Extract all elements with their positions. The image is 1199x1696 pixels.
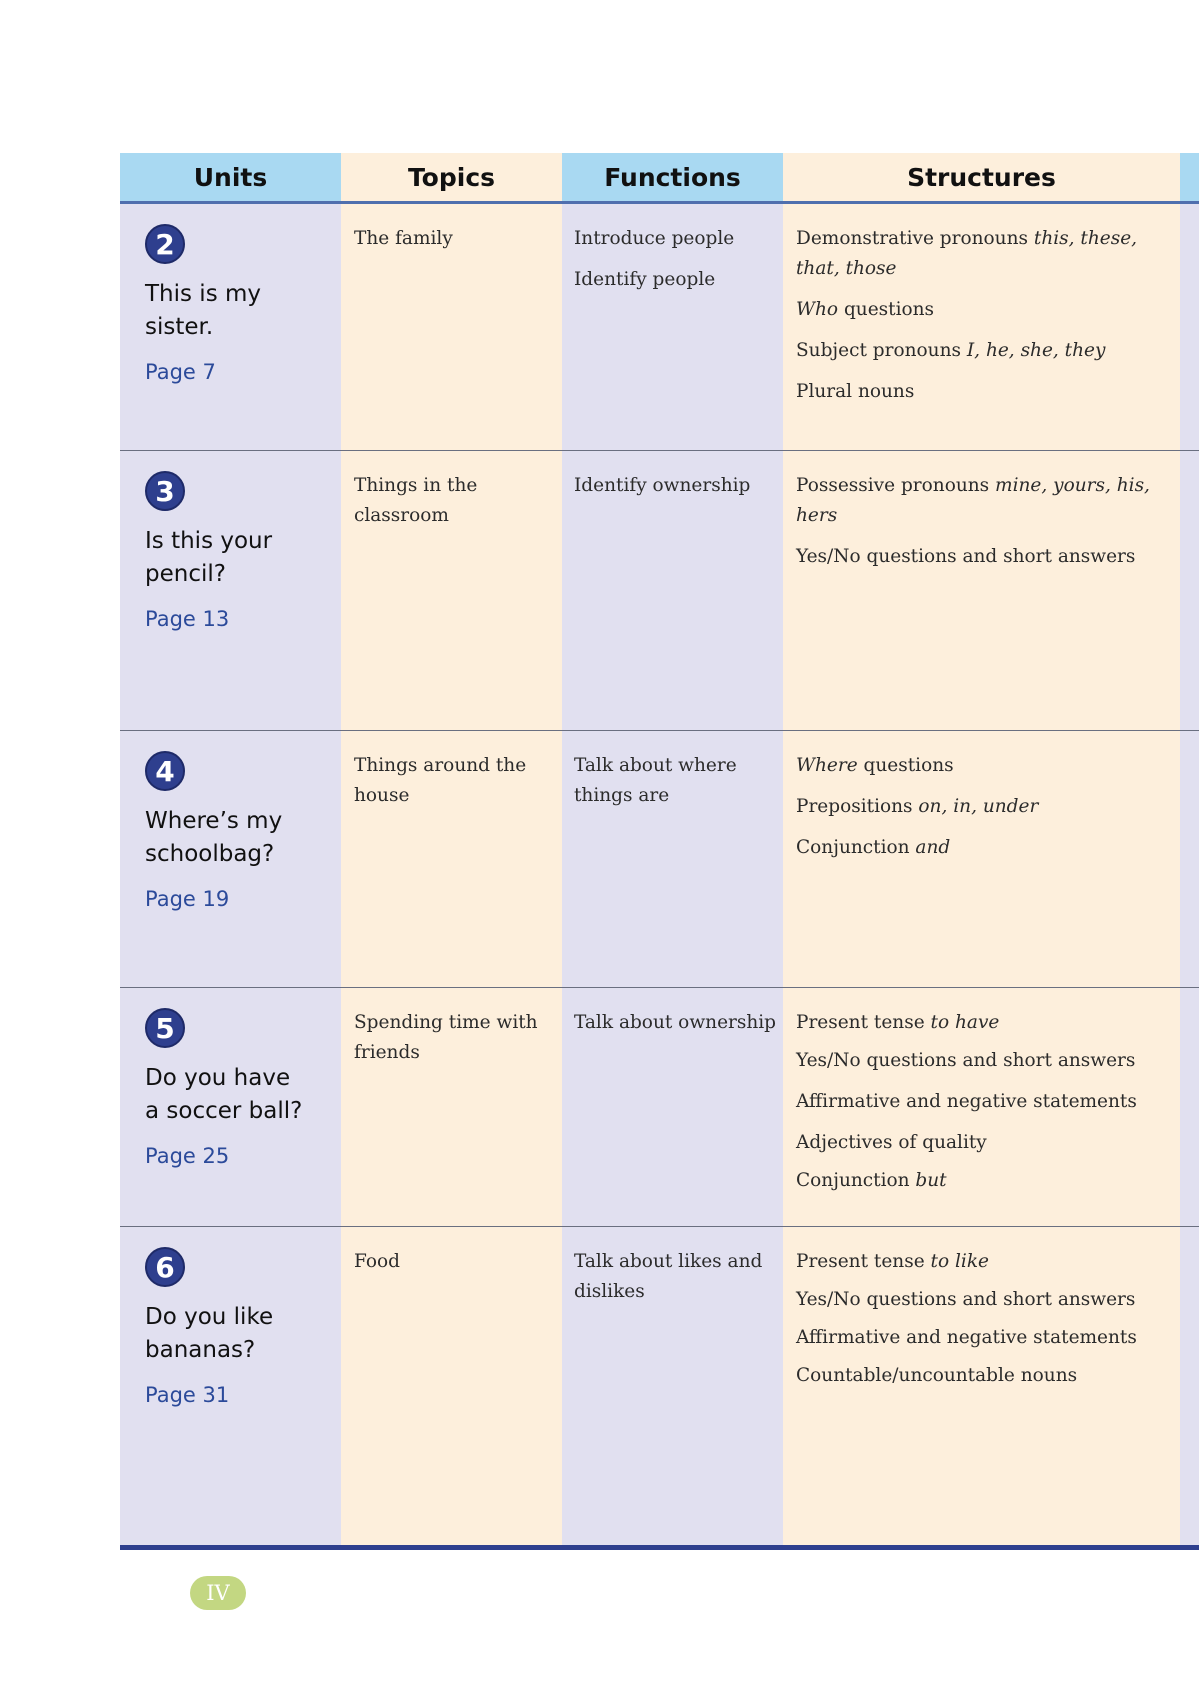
structure-item: Affirmative and negative statements	[796, 1091, 1137, 1112]
table-row	[120, 204, 1199, 450]
structure-item: Yes/No questions and short answers	[796, 1050, 1136, 1071]
topic-cell	[354, 988, 554, 1068]
unit-title: This is my sister.	[145, 281, 262, 340]
unit-number-badge: 5	[145, 1008, 185, 1048]
topic-text: Things around the house	[354, 755, 527, 806]
table-bottom-rule	[120, 1545, 1199, 1550]
structures-cell	[796, 204, 1176, 422]
structure-item: Present tense to like	[796, 1251, 989, 1272]
header-edge	[1180, 153, 1199, 201]
unit-page-link[interactable]: Page 7	[145, 360, 216, 384]
functions-cell	[574, 1227, 779, 1322]
function-item: Talk about likes and dislikes	[574, 1251, 763, 1302]
unit-page-link[interactable]: Page 13	[145, 607, 230, 631]
structures-cell	[796, 451, 1176, 587]
page-number-badge: IV	[190, 1576, 246, 1610]
function-item: Identify people	[574, 269, 716, 290]
structure-item: Adjectives of quality	[796, 1132, 987, 1153]
function-item: Identify ownership	[574, 475, 751, 496]
unit-page-link[interactable]: Page 31	[145, 1383, 230, 1407]
unit-title: Do you like bananas?	[145, 1304, 274, 1363]
structure-item: Possessive pronouns mine, yours, his, hers	[796, 475, 1150, 526]
topic-text: Things in the classroom	[354, 475, 478, 526]
table-row	[120, 731, 1199, 987]
table-row	[120, 451, 1199, 730]
functions-cell	[574, 731, 779, 826]
structure-item: Yes/No questions and short answers	[796, 1289, 1136, 1310]
structure-item: Conjunction but	[796, 1170, 947, 1191]
structure-item: Countable/uncountable nouns	[796, 1365, 1078, 1386]
topic-cell	[354, 731, 554, 811]
header-units: Units	[120, 153, 341, 201]
unit-title: Do you have a soccer ball?	[145, 1065, 303, 1124]
structures-cell	[796, 731, 1176, 878]
structure-item: Affirmative and negative statements	[796, 1327, 1137, 1348]
unit-title: Is this your pencil?	[145, 528, 273, 587]
functions-cell	[574, 988, 779, 1053]
structures-cell	[796, 1227, 1176, 1406]
header-topics: Topics	[341, 153, 562, 201]
table-row	[120, 1227, 1199, 1545]
topic-text: The family	[354, 228, 453, 249]
structure-item: Who questions	[796, 299, 935, 320]
function-item: Introduce people	[574, 228, 735, 249]
header-structures: Structures	[783, 153, 1180, 201]
topic-text: Food	[354, 1251, 400, 1272]
structure-item: Demonstrative pronouns this, these, that, those	[796, 228, 1138, 279]
syllabus-table	[120, 153, 1199, 1545]
structure-item: Yes/No questions and short answers	[796, 546, 1136, 567]
structure-item: Prepositions on, in, under	[796, 796, 1039, 817]
unit-cell	[145, 204, 335, 384]
topic-text: Spending time with friends	[354, 1012, 538, 1063]
header-functions: Functions	[562, 153, 783, 201]
unit-number-badge: 6	[145, 1247, 185, 1287]
unit-number-badge: 4	[145, 751, 185, 791]
unit-cell	[145, 1227, 335, 1407]
topic-cell	[354, 451, 554, 531]
unit-cell	[145, 731, 335, 911]
structure-item: Conjunction and	[796, 837, 951, 858]
topic-cell	[354, 204, 554, 254]
table-header	[120, 153, 1199, 204]
unit-cell	[145, 988, 335, 1168]
unit-title: Where’s my schoolbag?	[145, 808, 283, 867]
table-row	[120, 988, 1199, 1226]
functions-cell	[574, 204, 779, 310]
unit-number-badge: 3	[145, 471, 185, 511]
structure-item: Plural nouns	[796, 381, 915, 402]
structure-item: Subject pronouns I, he, she, they	[796, 340, 1106, 361]
unit-page-link[interactable]: Page 19	[145, 887, 230, 911]
function-item: Talk about where things are	[574, 755, 737, 806]
function-item: Talk about ownership	[574, 1012, 777, 1033]
structures-cell	[796, 988, 1176, 1211]
unit-number-badge: 2	[145, 224, 185, 264]
unit-page-link[interactable]: Page 25	[145, 1144, 230, 1168]
structure-item: Where questions	[796, 755, 954, 776]
topic-cell	[354, 1227, 554, 1277]
structure-item: Present tense to have	[796, 1012, 1000, 1033]
unit-cell	[145, 451, 335, 631]
functions-cell	[574, 451, 779, 516]
